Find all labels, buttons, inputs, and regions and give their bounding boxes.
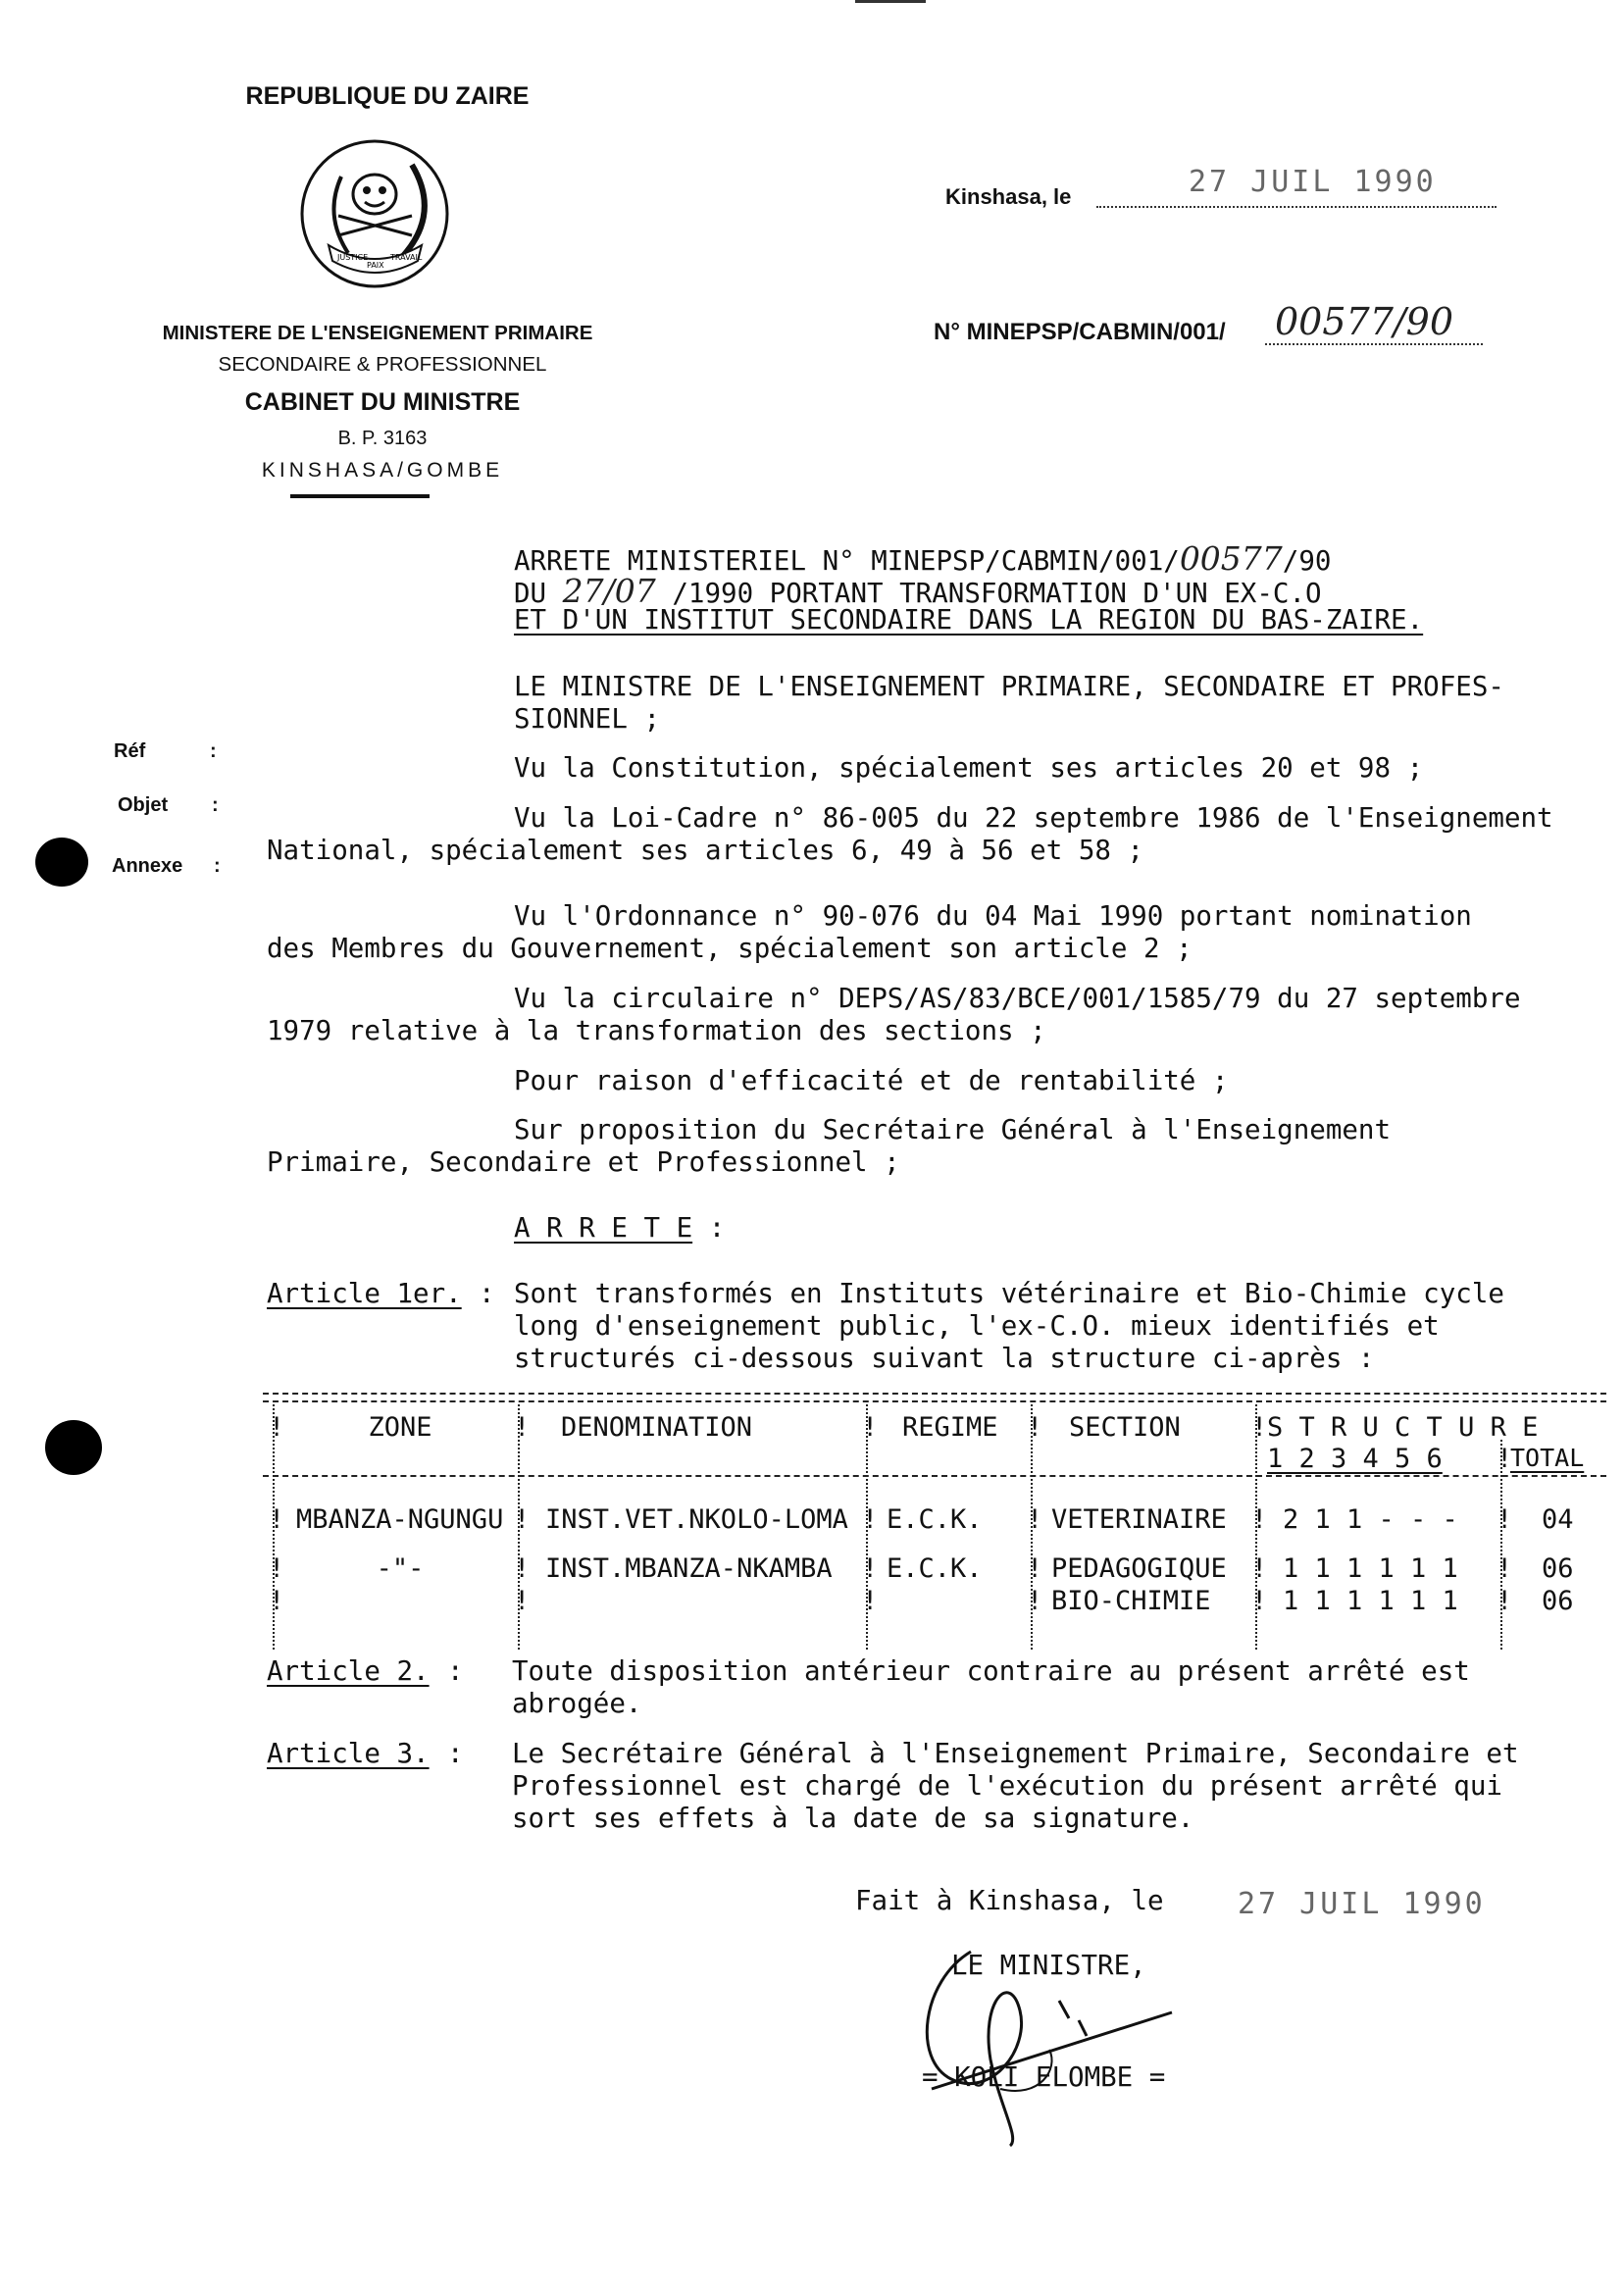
closing-date-stamp: 27 JUIL 1990 — [1238, 1887, 1486, 1921]
table-top-rule — [263, 1393, 1606, 1395]
article2-line2: abrogée. — [512, 1688, 642, 1719]
table-bang-r0-c1: ! — [514, 1412, 531, 1443]
ministry-line2: SECONDAIRE & PROFESSIONNEL — [218, 353, 547, 376]
row2-section: PEDAGOGIQUE — [1051, 1553, 1227, 1584]
punch-hole-bottom — [45, 1420, 102, 1475]
row2-denomination: INST.MBANZA-NKAMBA — [545, 1553, 833, 1584]
arrete-colon: : — [708, 1212, 726, 1244]
table-bang-total-r1: ! — [1497, 1504, 1513, 1535]
header-denomination: DENOMINATION — [561, 1412, 753, 1443]
row1-years: 2 1 1 - - - — [1283, 1504, 1458, 1535]
table-bang-r3-c1: ! — [514, 1586, 531, 1616]
emblem-motto-right: TRAVAIL — [390, 253, 423, 262]
vu-loi-cadre-line2: National, spécialement ses articles 6, 49 à 56 et 58 ; — [267, 835, 1144, 866]
vu-ordonnance-line1: Vu l'Ordonnance n° 90-076 du 04 Mai 1990 portant nomination — [514, 900, 1472, 932]
article3-line1: Le Secrétaire Général à l'Enseignement Primaire, Secondaire et — [512, 1738, 1519, 1769]
table-bang-r2-c4: ! — [1251, 1553, 1268, 1584]
table-bang-r2-c0: ! — [269, 1553, 285, 1584]
table-header-rule — [263, 1400, 1606, 1402]
article3-line2: Professionnel est chargé de l'exécution du présent arrêté qui — [512, 1770, 1502, 1802]
header-total: TOTAL — [1510, 1444, 1585, 1472]
emblem-motto-left: JUSTICE — [337, 253, 369, 262]
arrete-heading — [514, 1212, 725, 1244]
proposition-line1: Sur proposition du Secrétaire Général à l'Enseignement — [514, 1114, 1392, 1145]
row3-total: 06 — [1542, 1586, 1574, 1616]
table-bang-r1-c2: ! — [862, 1504, 879, 1535]
table-bang-r0-c4: ! — [1251, 1412, 1268, 1443]
republic-heading: REPUBLIQUE DU ZAIRE — [245, 82, 530, 110]
row3-section: BIO-CHIMIE — [1051, 1586, 1211, 1616]
article1-line2: long d'enseignement public, l'ex-C.O. mieux identifiés et — [514, 1310, 1440, 1342]
table-bang-total-r3: ! — [1497, 1586, 1513, 1616]
vu-circulaire-line1: Vu la circulaire n° DEPS/AS/83/BCE/001/1585/79 du 27 septembre — [514, 983, 1521, 1014]
table-bang-r3-c0: ! — [269, 1586, 285, 1616]
title-line2-text: /1990 PORTANT TRANSFORMATION D'UN EX-C.O — [655, 578, 1322, 609]
minister-line2: SIONNEL ; — [514, 703, 661, 735]
vu-constitution: Vu la Constitution, spécialement ses articles 20 et 98 ; — [514, 752, 1424, 784]
row1-zone: MBANZA-NGUNGU — [296, 1504, 504, 1535]
row1-section: VETERINAIRE — [1051, 1504, 1227, 1535]
row1-denomination: INST.VET.NKOLO-LOMA — [545, 1504, 848, 1535]
table-body-rule — [263, 1475, 1606, 1477]
table-bang-r1-c3: ! — [1027, 1504, 1043, 1535]
table-bang-r0-c2: ! — [862, 1412, 879, 1443]
punch-hole-top — [35, 838, 88, 887]
table-bang-total-r2: ! — [1497, 1553, 1513, 1584]
reference-prefix: N° MINEPSP/CABMIN/001/ — [934, 319, 1226, 345]
table-bang-header-total: ! — [1497, 1444, 1513, 1474]
header-zone: ZONE — [368, 1412, 432, 1443]
proposition-line2: Primaire, Secondaire et Professionnel ; — [267, 1146, 900, 1178]
row2-total: 06 — [1542, 1553, 1574, 1584]
raison-line: Pour raison d'efficacité et de rentabilité ; — [514, 1065, 1229, 1096]
vu-loi-cadre-line1: Vu la Loi-Cadre n° 86-005 du 22 septembre 1986 de l'Enseignement — [514, 802, 1553, 834]
table-bang-r2-c2: ! — [862, 1553, 879, 1584]
reference-handwritten: 00577/90 — [1275, 300, 1454, 343]
minister-line1: LE MINISTRE DE L'ENSEIGNEMENT PRIMAIRE, SECONDAIRE ET PROFES- — [514, 671, 1504, 702]
po-box: B. P. 3163 — [337, 428, 428, 449]
article2-sep: : — [447, 1655, 464, 1687]
structure-table — [263, 1383, 1608, 1661]
header-years: 1 2 3 4 5 6 — [1267, 1444, 1443, 1474]
header-structure: S T R U C T U R E — [1267, 1412, 1539, 1443]
row2-years: 1 1 1 1 1 1 — [1283, 1553, 1458, 1584]
arrete-word: A R R E T E — [514, 1212, 693, 1244]
article3-label: Article 3. — [267, 1738, 430, 1769]
table-bang-r2-c1: ! — [514, 1553, 531, 1584]
vu-ordonnance-line2: des Membres du Gouvernement, spécialement son article 2 ; — [267, 933, 1193, 964]
date-line — [1096, 206, 1497, 208]
reference-line — [1265, 343, 1483, 345]
table-bang-r0-c3: ! — [1027, 1412, 1043, 1443]
title-line1-handwritten: 00577 — [1179, 539, 1283, 578]
title-line1-text: ARRETE MINISTERIEL N° MINEPSP/CABMIN/001/ — [514, 545, 1180, 577]
title-line2-handwritten: 27/07 — [562, 572, 656, 610]
table-bang-r3-c4: ! — [1251, 1586, 1268, 1616]
article3-sep: : — [447, 1738, 464, 1769]
margin-ref-label: Réf — [114, 740, 146, 762]
margin-objet-colon: : — [212, 794, 219, 816]
date-stamp-top: 27 JUIL 1990 — [1189, 165, 1437, 199]
minister-name: = KOLI ELOMBE = — [922, 2061, 1166, 2093]
table-bang-r1-c4: ! — [1251, 1504, 1268, 1535]
top-mark — [855, 0, 926, 3]
row2-regime: E.C.K. — [887, 1553, 983, 1584]
table-bang-r2-c3: ! — [1027, 1553, 1043, 1584]
table-bang-r1-c1: ! — [514, 1504, 531, 1535]
minister-signature — [912, 1942, 1177, 2148]
article3-line3: sort ses effets à la date de sa signature. — [512, 1803, 1194, 1834]
table-bang-r3-c2: ! — [862, 1586, 879, 1616]
article2-line1: Toute disposition antérieur contraire au présent arrêté est — [512, 1655, 1470, 1687]
article1-sep: : — [479, 1278, 495, 1309]
table-bang-r3-c3: ! — [1027, 1586, 1043, 1616]
row1-regime: E.C.K. — [887, 1504, 983, 1535]
national-emblem — [294, 137, 456, 294]
article2-label: Article 2. — [267, 1655, 430, 1687]
header-regime: REGIME — [902, 1412, 998, 1443]
city-line: KINSHASA/GOMBE — [261, 459, 504, 482]
margin-annexe-colon: : — [214, 855, 221, 877]
emblem-motto-center: PAIX — [367, 261, 384, 270]
ministry-line1: MINISTERE DE L'ENSEIGNEMENT PRIMAIRE — [162, 322, 593, 344]
header-section: SECTION — [1069, 1412, 1181, 1443]
margin-annexe-label: Annexe — [112, 855, 183, 877]
row1-total: 04 — [1542, 1504, 1574, 1535]
title-line1-suffix: /90 — [1282, 545, 1332, 577]
row2-zone: -"- — [376, 1553, 425, 1584]
margin-ref-colon: : — [210, 740, 217, 762]
vu-circulaire-line2: 1979 relative à la transformation des sections ; — [267, 1015, 1046, 1046]
cabinet-heading: CABINET DU MINISTRE — [244, 388, 521, 416]
title-line3: ET D'UN INSTITUT SECONDAIRE DANS LA REGION DU BAS-ZAIRE. — [514, 604, 1424, 636]
row3-years: 1 1 1 1 1 1 — [1283, 1586, 1458, 1616]
closing-place: Fait à Kinshasa, le — [855, 1885, 1164, 1916]
table-bang-r0-c0: ! — [269, 1412, 285, 1443]
title-line2-prefix: DU — [514, 578, 563, 609]
minister-title: LE MINISTRE, — [951, 1950, 1146, 1981]
article1-line3: structurés ci-dessous suivant la structure ci-après : — [514, 1343, 1375, 1374]
place-date-label: Kinshasa, le — [945, 184, 1072, 209]
article1-line1: Sont transformés en Instituts vétérinaire et Bio-Chimie cycle — [514, 1278, 1504, 1309]
table-bang-r1-c0: ! — [269, 1504, 285, 1535]
margin-objet-label: Objet — [118, 794, 169, 816]
article1-label: Article 1er. — [267, 1278, 462, 1309]
city-underline — [290, 494, 430, 498]
